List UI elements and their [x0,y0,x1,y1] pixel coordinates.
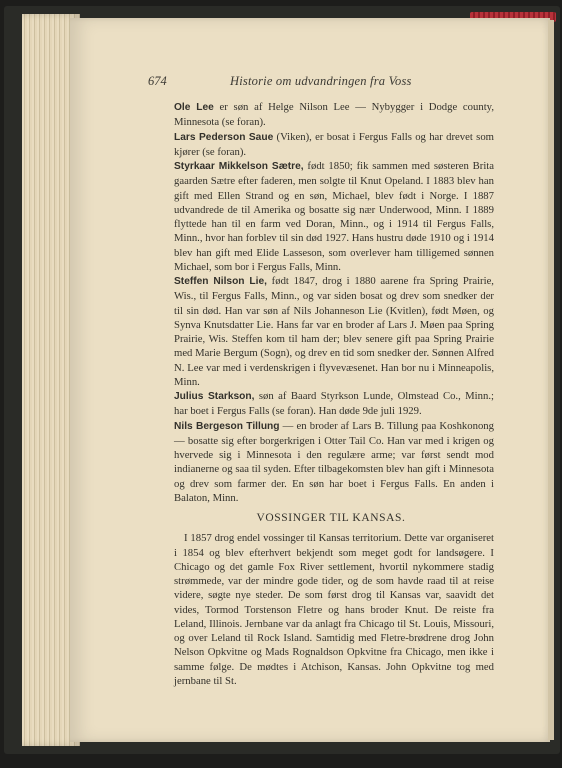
entry-name: Ole Lee [174,102,214,113]
entry-name: Julius Starkson, [174,391,255,402]
entry [174,100,494,130]
entry-text: født 1850; fik sammen med søsteren Brita gaarden Sætre efter faderen, men solgte til Knut Opeland. I 1883 blev han gift med Ellen Strand og en søn, Michael, blev født i Norge. I 1887 udvandrede de til Amerika og bosatte sig nær Underwood, Minn. I 1889 flyttede han til en farm ved Doran, Minn., og i 1914 til Fergus Falls, Minn., hvor han forblev til sin død 1927. Hans hustru døde 1910 og i 1914 blev han gift med Elide Lasseson, som overlever ham tilligemed sønnen Michael, som bor i Fergus Falls, Minn. [174,160,494,273]
entry-name: Lars Pederson Saue [174,131,274,143]
entry-text: søn af Baard Styrkson Lunde, Olmstead Co., Minn.; har boet i Fergus Falls (se foran). Han døde 9de juli 1929. [174,390,494,418]
page-right-edge [548,20,554,740]
entry-text: — en broder af Lars B. Tillung paa Koshkonong — bosatte sig efter borgerkrigen i Otter Tail Co. Han var med i krigen og hvervede sig i Minnesota i den regulære arme; var først sendt mod indianerne og saa til syden. Efter tilbagekomsten blev han gift i Minnesota og drev som farmer der. En søn har boet i Fergus Falls. En anden i Balaton, Minn. [174,419,494,504]
entry [174,389,494,419]
running-title: Historie om udvandringen fra Voss [230,74,412,88]
section-paragraph: I 1857 drog endel vossinger til Kansas territorium. Dette var organiseret i 1854 og blev efterhvert bekjendt som meget godt for landsøgere. I Chicago og det gamle Fox River settlement, hvortil nykommere stadig strømmede, var der mindre gode tider, og de som havde raad til at reise videre, søgte nye steder. De som først drog til Kansas var, saavidt det vides, Tormod Torstenson Fletre og hans broder Knut. De reiste fra Leland, Illinois. Jernbane var da anlagt fra Chicago til St. Louis, Missouri, og over Leland til Rock Island. Samtidig med Fletre-brødrene drog John Nelson Opkvitne og Mads Rognaldson Opkvitne fra Chicago, men ikke i samme følge. De mødtes i Atchison, Kansas. John Opkvitne tog med jernbane til St. [174,532,494,687]
section-heading: VOSSINGER TIL KANSAS. [256,512,406,524]
entry [174,274,494,389]
page-body [174,100,494,688]
page-header [148,74,528,92]
page-number: 674 [148,74,167,88]
entry [174,419,494,506]
entry-text: født 1847, drog i 1880 aarene fra Spring Prairie, Wis., til Fergus Falls, Minn., og var siden bosat og drev som snedker der til sin død. Han var søn af Nils Johanneson Lie (Kvitlen), født Møen, og Synva Knutsdatter Lie. Hans far var en broder af Lars J. Møen paa Spring Prairie, Wis. Steffen kom til ham der; blev senere gift paa Spring Prairie med Marie Bergum (Sogn), og drev en tid som snedker der. Sønnen Alfred N. Lee var med i verdenskrigen i flyvevæsenet. Han bor nu i Minneapolis, Minn. [174,275,494,388]
entry-name: Styrkaar Mikkelson Sætre, [174,161,304,172]
entry-name: Steffen Nilson Lie, [174,276,267,287]
entry-text: er søn af Helge Nilson Lee — Nybygger i Dodge county, Minnesota (se foran). [174,101,494,129]
entry [174,130,494,160]
entry-name: Nils Bergeson Tillung [174,420,280,432]
entry-text: (Viken), er bosat i Fergus Falls og har drevet som kjører (se foran). [174,130,494,158]
entry [174,159,494,274]
